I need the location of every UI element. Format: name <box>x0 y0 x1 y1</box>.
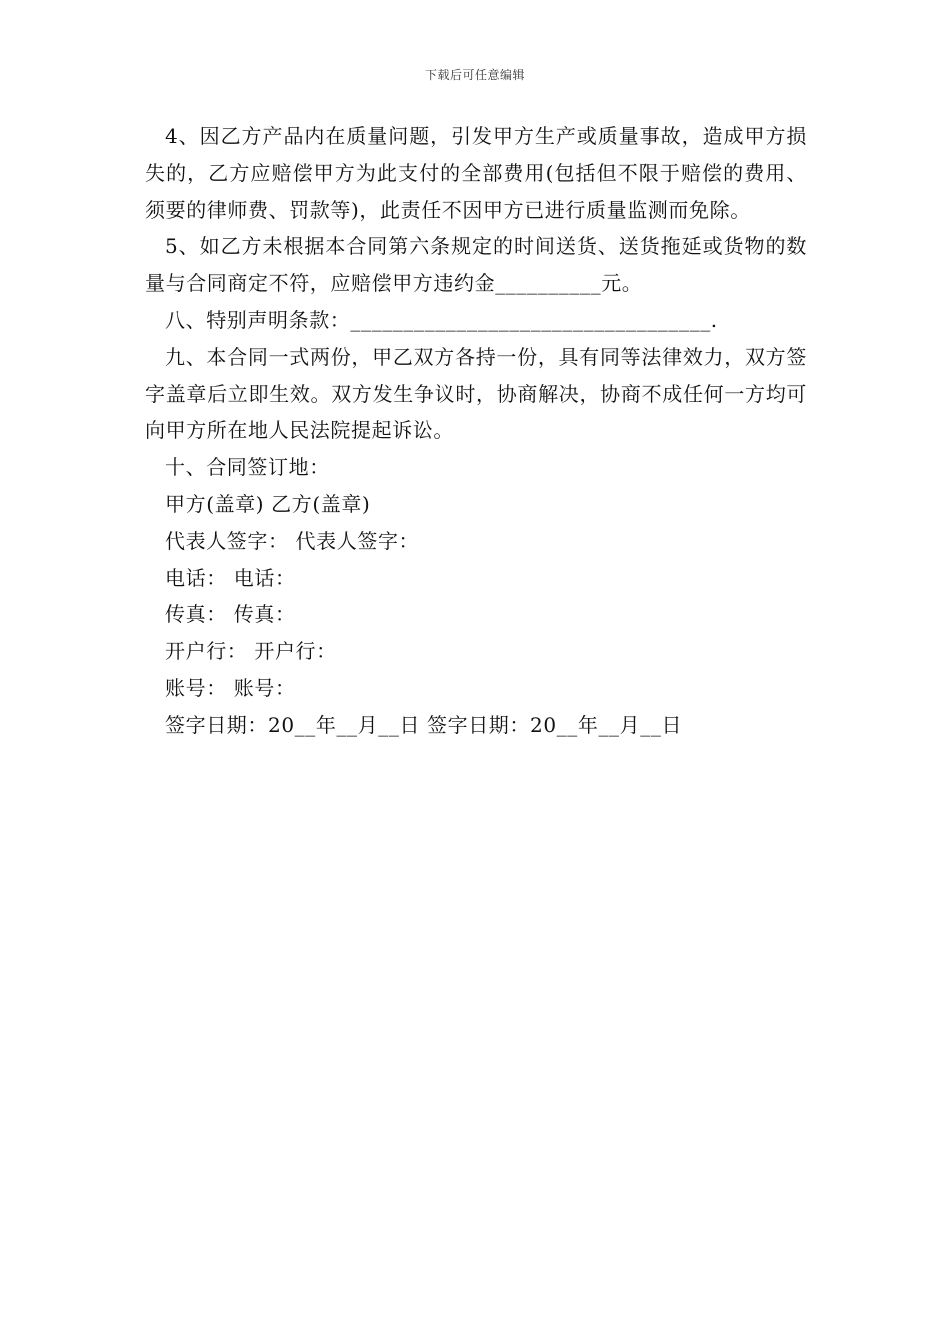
signing-date-line: 签字日期：20__年__月__日 签字日期：20__年__月__日 <box>165 712 683 737</box>
clause-5-paragraph: 5、如乙方未根据本合同第六条规定的时间送货、送货拖延或货物的数量与合同商定不符，应赔偿甲方违约金__________元。 <box>145 234 807 296</box>
clause-10-signing-place: 十、合同签订地： <box>165 455 330 480</box>
clause-8-special-terms: 八、特别声明条款：__________________________________. <box>165 307 718 332</box>
seal-line: 甲方(盖章) 乙方(盖章) <box>165 491 371 516</box>
account-line: 账号： 账号： <box>165 675 296 700</box>
contract-body <box>145 118 807 744</box>
clause-4-paragraph: 4、因乙方产品内在质量问题，引发甲方生产或质量事故，造成甲方损失的，乙方应赔偿甲方为此支付的全部费用(包括但不限于赔偿的费用、须要的律师费、罚款等)，此责任不因甲方已进行质量监测而免除。 <box>145 124 807 222</box>
phone-line: 电话： 电话： <box>165 565 296 590</box>
page-header-note: 下载后可任意编辑 <box>424 68 525 82</box>
clause-9-paragraph: 九、本合同一式两份，甲乙双方各持一份，具有同等法律效力，双方签字盖章后立即生效。双方发生争议时，协商解决，协商不成任何一方均可向甲方所在地人民法院提起诉讼。 <box>145 344 807 443</box>
bank-line: 开户行： 开户行： <box>165 639 337 664</box>
representative-signature-line: 代表人签字： 代表人签字： <box>165 528 420 553</box>
fax-line: 传真： 传真： <box>165 602 296 627</box>
